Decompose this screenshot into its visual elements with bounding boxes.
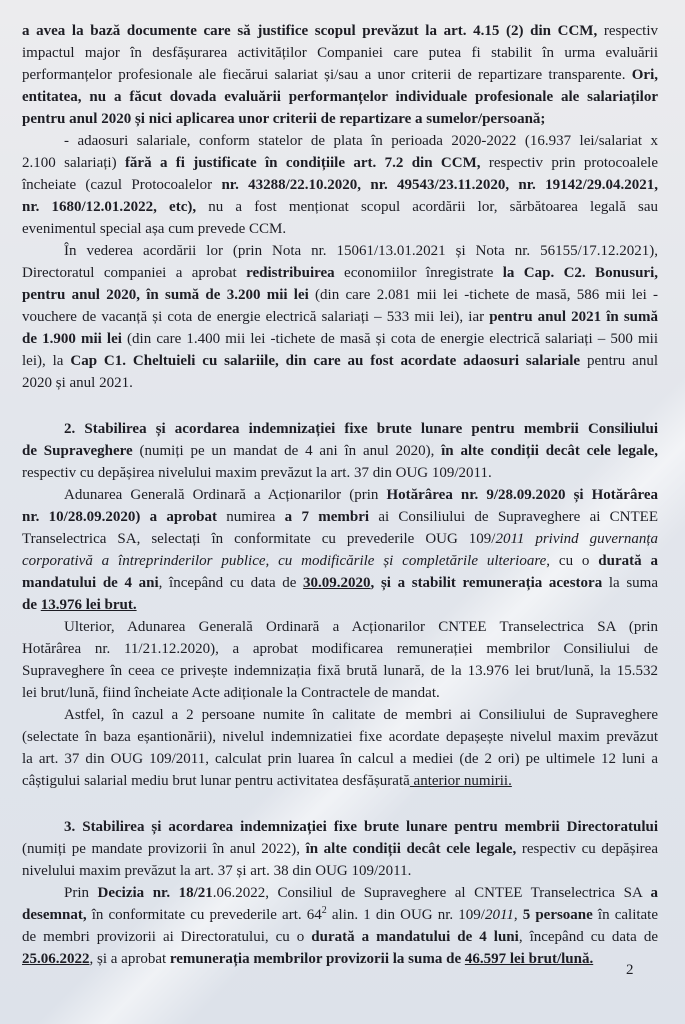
text-run: respectiv cu depășirea nivelului maxim prevăzut la art. 37 din OUG 109/2011. — [22, 465, 492, 481]
text-run: redistribuirea — [246, 265, 335, 281]
text-run: nu a fost menționat scopul acordării lor, sărbătoarea legală sau — [196, 199, 658, 215]
text-line — [22, 594, 658, 616]
text-run: în alte condiții decât cele legale, — [305, 841, 517, 857]
text-run: la art. 37 din OUG 109/2011, calculat prin luarea în calcul a mediei (de 2 ori) pe ultimele 12 luni a — [22, 751, 658, 767]
text-run: alin. 1 din OUG nr. 109/ — [326, 907, 485, 923]
text-line — [22, 130, 658, 152]
text-line — [22, 882, 658, 904]
text-run — [279, 353, 286, 369]
paragraph-remuneration-change — [22, 616, 658, 704]
text-run: 2.100 salariați) — [22, 155, 125, 171]
text-run: lei brut/lună, fiind încheiate Acte adiționale la Contractele de mandat. — [22, 685, 440, 701]
text-line — [22, 240, 658, 262]
text-run: a avea la bază documente care să justifice scopul prevăzut la art. 4.15 (2) din CCM, — [22, 23, 598, 39]
text-run: (selectate în baza eșantionării), nivelul indemnizatiei fixe acordate depașește nivelul maxim prevăzut — [22, 729, 658, 745]
text-run: pentru anul — [580, 353, 659, 369]
text-line — [22, 174, 658, 196]
text-run: a — [650, 885, 658, 901]
text-run: 2011 — [484, 907, 514, 923]
text-run: economiilor înregistrate — [334, 265, 503, 281]
text-run: 2. Stabilirea și acordarea indemnizației fixe brute lunare pentru membrii Consiliului — [64, 421, 658, 437]
text-run: la suma — [602, 575, 658, 591]
paragraph-provisional-directorate — [22, 882, 658, 970]
text-run: pentru anul 2020 și nici aplicarea unor criterii de repartizare a sumelor/persoană; — [22, 111, 546, 127]
text-run: .06.2022, Consiliul de Supraveghere al CNTEE Transelectrica SA — [212, 885, 651, 901]
text-line — [22, 306, 658, 328]
text-run: (numiți pe un mandat de 4 ani în anul 2020), — [132, 443, 442, 459]
text-line — [22, 196, 658, 218]
text-line — [22, 770, 658, 792]
text-run: nr. 43288/22.10.2020, nr. 49543/23.11.2020, nr. 19142/29.04.2021, — [221, 177, 658, 193]
text-line — [22, 838, 658, 860]
text-run: entitatea, nu a făcut dovada evaluării performanțelor individuale profesionale ale salariaților — [22, 89, 658, 105]
text-line — [22, 372, 658, 394]
text-line — [22, 704, 658, 726]
paragraph-exceeded-limit — [22, 704, 658, 792]
text-run: corporativă a întreprinderilor publice, cu modificările și completările ulterioare — [22, 553, 547, 569]
text-line — [22, 748, 658, 770]
text-run: 2 — [321, 905, 327, 916]
text-line — [22, 550, 658, 572]
text-run: ai Consiliului de Supraveghere ai CNTEE — [369, 509, 658, 525]
text-line — [22, 328, 658, 350]
text-line — [22, 816, 658, 838]
text-line — [22, 418, 658, 440]
text-line — [22, 660, 658, 682]
text-line — [22, 284, 658, 306]
text-run: 25.06.2022 — [22, 951, 90, 967]
text-run: 2011 privind guvernanța — [495, 531, 658, 547]
text-line — [22, 726, 658, 748]
text-run: respectiv prin protocoalele — [480, 155, 658, 171]
text-run: În vederea acordării lor (prin Nota nr. 15061/13.01.2021 și Nota nr. 56155/17.12.2021), — [64, 243, 658, 259]
text-line — [22, 572, 658, 594]
text-run: de — [22, 597, 41, 613]
text-line — [22, 218, 658, 240]
text-line — [22, 262, 658, 284]
text-line — [22, 20, 658, 42]
text-run: , și a aprobat — [89, 951, 170, 967]
page-number: 2 — [626, 962, 634, 978]
text-run: Supraveghere în ceea ce privește indemnizația fixă brută lunară, de la 13.976 lei brut/lună, la 15.532 — [22, 663, 658, 679]
text-line — [22, 860, 658, 882]
text-line — [22, 484, 658, 506]
text-line — [22, 528, 658, 550]
text-line — [22, 904, 658, 926]
text-run: 46.597 lei brut/lună. — [464, 951, 594, 967]
text-run: nr. 1680/12.01.2022, etc), — [22, 199, 197, 215]
paragraph-agoa-appointment — [22, 484, 658, 616]
text-run: 13.976 lei brut. — [40, 597, 137, 613]
text-run: durată a — [598, 553, 658, 569]
text-run: remunerația membrilor provizorii la suma de — [169, 951, 465, 967]
text-run: de membri provizorii ai Directoratului, cu o — [22, 929, 312, 945]
text-line — [22, 506, 658, 528]
text-line — [22, 616, 658, 638]
text-run: 3. Stabilirea și acordarea indemnizației fixe brute lunare pentru membrii Directoratului — [64, 819, 658, 835]
text-line — [22, 948, 658, 970]
text-run: pentru anul 2021 în sumă — [489, 309, 658, 325]
text-run: de Supraveghere — [22, 443, 133, 459]
text-run: pentru anul 2020, în sumă de 3.200 mii lei — [22, 287, 309, 303]
text-run: , începând cu data de — [158, 575, 304, 591]
text-run: , cu o — [546, 553, 599, 569]
text-run: (numiți pe mandate provizorii în anul 2022), — [22, 841, 306, 857]
text-run: Adunarea Generală Ordinară a Acționarilor (prin — [64, 487, 387, 503]
text-line — [22, 350, 658, 372]
text-line — [22, 42, 658, 64]
text-run: impactul major în desfășurarea activităților Companiei care putea fi stabilit în urma evaluării — [22, 45, 658, 61]
text-run: 2020 și anul 2021. — [22, 375, 133, 391]
text-run: evenimentul special așa cum prevede CCM. — [22, 221, 287, 237]
paragraph-evaluation — [22, 20, 658, 130]
text-run: (din care 2.081 mii lei -tichete de masă, 586 mii lei - — [308, 287, 658, 303]
text-run: anterior numirii. — [409, 773, 512, 789]
text-run: nr. 10/28.09.2020) a aprobat — [22, 509, 217, 525]
text-run: numirea — [216, 509, 285, 525]
text-line — [22, 682, 658, 704]
text-run: lei), la — [22, 353, 71, 369]
text-run: vouchere de vacanță și cota de energie electrică salariați – 533 mii lei), iar — [22, 309, 490, 325]
text-run: fără a fi justificate în condițiile art. 7.2 din CCM, — [124, 155, 481, 171]
text-run: 30.09.2020 — [303, 575, 371, 591]
text-run: , și a stabilit remunerația acestora — [370, 575, 603, 591]
text-run: durată a mandatului de 4 luni — [311, 929, 519, 945]
text-run: în calitate — [592, 907, 659, 923]
text-run: performanțelor profesionale ale fiecărui salariat și/sau a unor criterii de repartizare transparente. — [22, 67, 632, 83]
text-run: Prin — [64, 885, 98, 901]
text-run: Directoratul companiei a aprobat — [22, 265, 247, 281]
text-run: Transelectrica SA, selectați în conformitate cu prevederile OUG 109/ — [22, 531, 496, 547]
text-line — [22, 638, 658, 660]
paragraph-redistribution — [22, 240, 658, 394]
text-run: Ulterior, Adunarea Generală Ordinară a Acționarilor CNTEE Transelectrica SA (prin — [64, 619, 658, 635]
text-line — [22, 462, 658, 484]
text-line — [22, 152, 658, 174]
text-line — [22, 64, 658, 86]
text-run: încheiate (cazul Protocoalelor — [22, 177, 222, 193]
text-run: (din care 1.400 mii lei -tichete de masă și cota de energie electrică salariați – 500 mii — [121, 331, 658, 347]
text-line — [22, 926, 658, 948]
text-run: a 7 membri — [284, 509, 370, 525]
text-run: Astfel, în cazul a 2 persoane numite în calitate de membri ai Consiliului de Supraveghere — [64, 707, 658, 723]
section-2-heading — [22, 418, 658, 484]
text-run: de 1.900 mii lei — [22, 331, 122, 347]
section-3-heading — [22, 816, 658, 882]
text-run: câștigului salarial mediu brut lunar pentru activitatea desfășurată — [22, 773, 410, 789]
paragraph-salary-additions — [22, 130, 658, 240]
text-run: la Cap. C2. Bonusuri, — [502, 265, 659, 281]
text-run: , începând cu data de — [518, 929, 658, 945]
text-run: Ori, — [631, 67, 658, 83]
text-run: din care au fost acordate adaosuri salariale — [285, 353, 581, 369]
text-run: în conformitate cu prevederile art. 64 — [86, 907, 322, 923]
text-run: respectiv — [597, 23, 658, 39]
text-run: - adaosuri salariale, conform statelor de plata în perioada 2020-2022 (16.937 lei/salariat x — [64, 133, 658, 149]
text-run: Decizia nr. 18/21 — [97, 885, 213, 901]
text-run: nivelului maxim prevăzut la art. 37 și art. 38 din OUG 109/2011. — [22, 863, 412, 879]
text-run: desemnat, — [22, 907, 87, 923]
text-run: respectiv cu depășirea — [516, 841, 658, 857]
text-line — [22, 86, 658, 108]
text-line — [22, 440, 658, 462]
document-page — [22, 20, 658, 970]
text-run: Hotărârea nr. 9/28.09.2020 și Hotărârea — [386, 487, 659, 503]
text-run: în alte condiții decât cele legale, — [441, 443, 658, 459]
text-line — [22, 108, 658, 130]
text-run: 5 persoane — [522, 907, 593, 923]
text-run: Cap C1. Cheltuieli cu salariile, — [70, 353, 279, 369]
text-run: mandatului de 4 ani — [22, 575, 159, 591]
text-run: , — [513, 907, 523, 923]
text-run: Hotărârea nr. 11/21.12.2020), a aprobat modificarea remunerației membrilor Consiliului de — [22, 641, 658, 657]
